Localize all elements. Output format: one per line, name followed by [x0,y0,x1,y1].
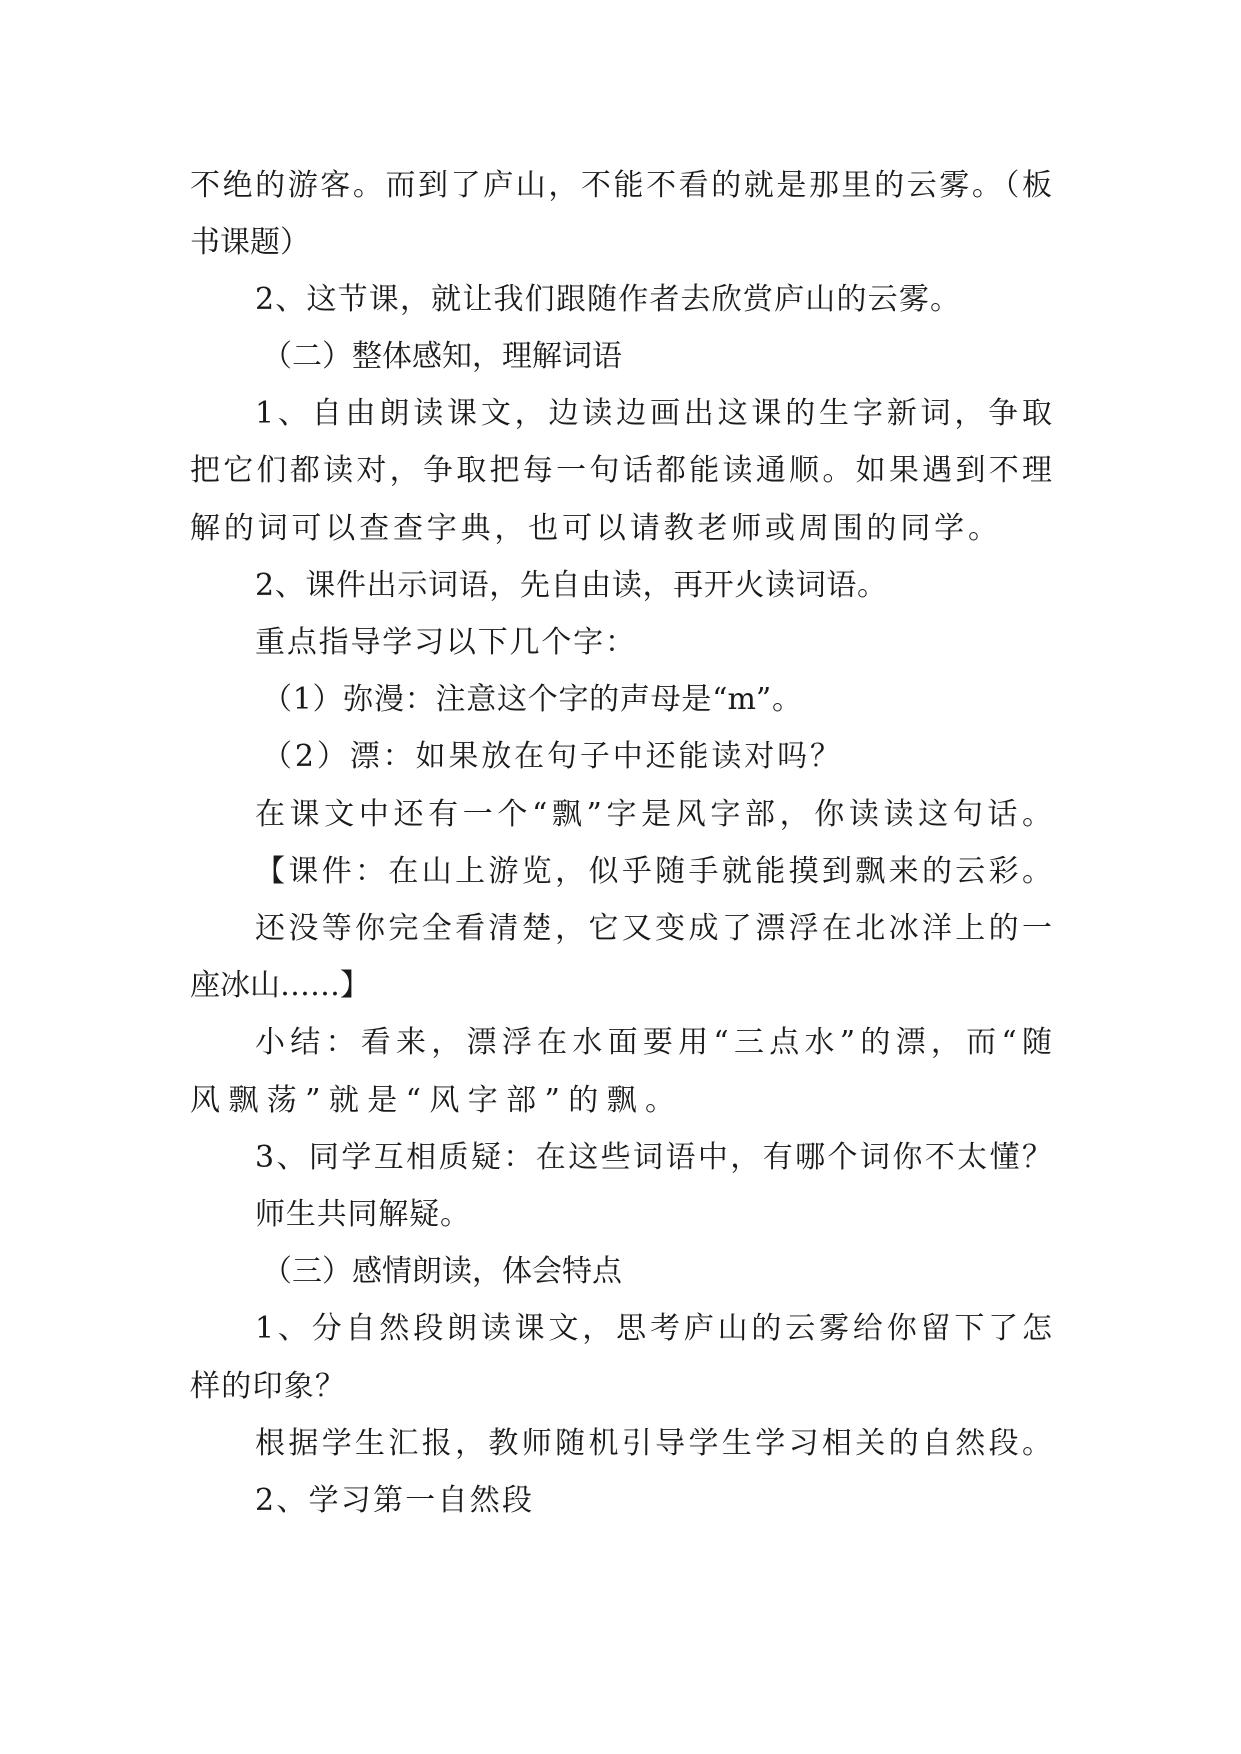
text-line: 小结：看来，漂浮在水面要用“三点水”的漂，而“随 [255,1025,1052,1060]
text-line: （1）弥漫：注意这个字的声母是“m”。 [262,682,802,717]
text-line: 还没等你完全看清楚，它又变成了漂浮在北冰洋上的一 [255,911,1052,946]
text-line: 【课件：在山上游览，似乎随手就能摸到飘来的云彩。 [255,854,1052,889]
section-heading: （三）感情朗读，体会特点 [262,1254,622,1289]
text-line: 把它们都读对，争取把每一句话都能读通顺。如果遇到不理 [190,453,1052,488]
text-line: 重点指导学习以下几个字： [255,625,635,660]
text-line: 风飘荡”就是“风字部”的飘。 [190,1083,675,1118]
text-line: 3、同学互相质疑：在这些词语中，有哪个词你不太懂？ [255,1140,1052,1175]
text-line: 师生共同解疑。 [255,1197,470,1232]
text-line: 1、自由朗读课文，边读边画出这课的生字新词，争取 [255,396,1052,431]
text-line: 不绝的游客。而到了庐山，不能不看的就是那里的云雾。（板 [190,168,1052,203]
text-line: 2、课件出示词语，先自由读，再开火读词语。 [255,568,887,603]
text-line: （2）漂：如果放在句子中还能读对吗？ [262,739,840,774]
section-heading: （二）整体感知，理解词语 [262,339,622,374]
text-line: 根据学生汇报，教师随机引导学生学习相关的自然段。 [255,1426,1052,1461]
text-line: 在课文中还有一个“飘”字是风字部，你读读这句话。 [255,797,1052,832]
text-line: 2、这节课，就让我们跟随作者去欣赏庐山的云雾。 [255,282,960,317]
text-line: 样的印象？ [190,1369,345,1404]
text-line: 2、学习第一自然段 [255,1483,532,1518]
text-line: 座冰山……】 [190,968,370,1003]
text-line: 解的词可以查查字典，也可以请教老师或周围的同学。 [190,511,998,546]
text-line: 书课题） [190,225,310,260]
text-line: 1、分自然段朗读课文，思考庐山的云雾给你留下了怎 [255,1311,1052,1346]
